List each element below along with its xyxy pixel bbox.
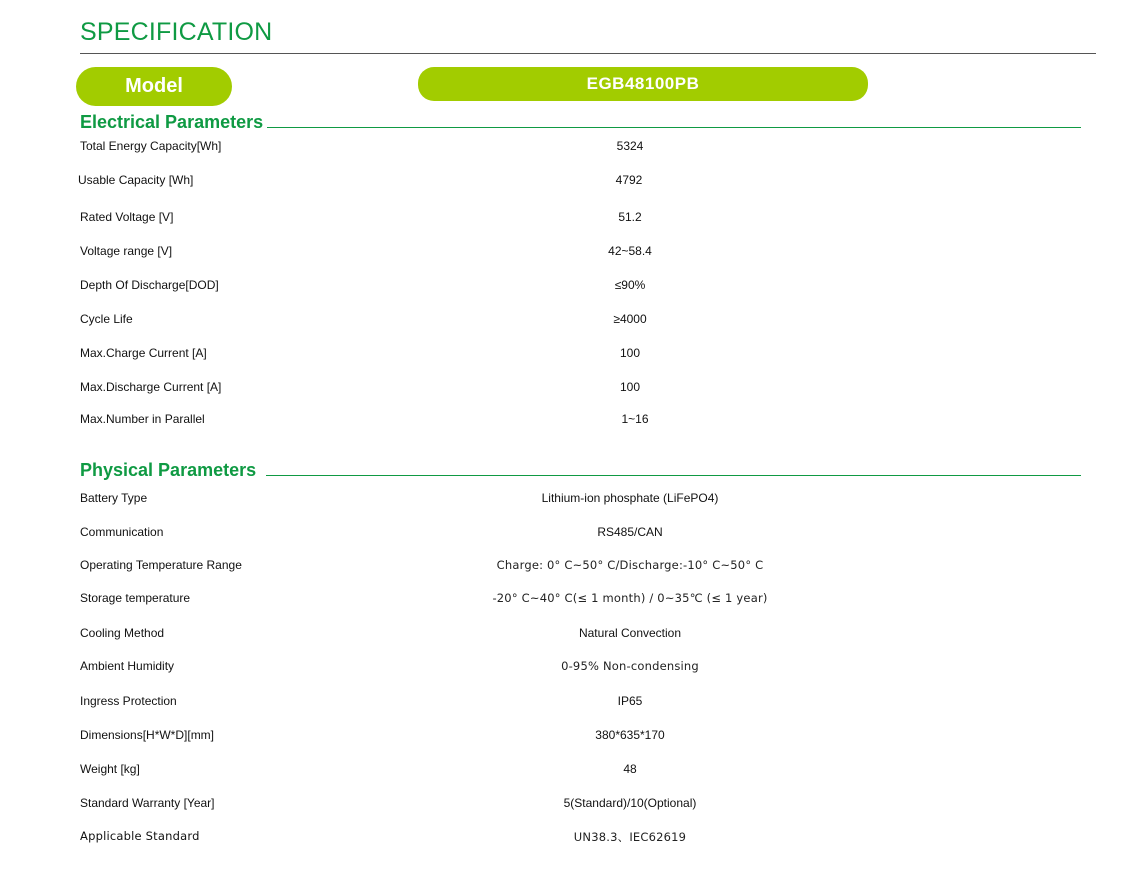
param-label: Usable Capacity [Wh] — [78, 173, 194, 187]
section-divider — [266, 475, 1081, 477]
physical-section-header — [80, 460, 1081, 481]
table-row — [80, 694, 1080, 714]
param-label: Max.Discharge Current [A] — [80, 380, 222, 394]
table-row — [80, 312, 1080, 332]
table-row — [80, 380, 1080, 400]
param-value: 51.2 — [618, 210, 642, 224]
table-row — [80, 244, 1080, 264]
table-row — [80, 139, 1080, 159]
param-label: Cycle Life — [80, 312, 133, 326]
param-label: Cooling Method — [80, 626, 165, 640]
electrical-section-header — [80, 112, 1081, 133]
param-label: Depth Of Discharge[DOD] — [80, 278, 219, 292]
electrical-section-title: Electrical Parameters — [80, 112, 264, 132]
param-value: -20° C~40° C(≤ 1 month) / 0~35℃ (≤ 1 year) — [492, 591, 768, 605]
param-label: Weight [kg] — [80, 762, 140, 776]
table-row — [80, 210, 1080, 230]
title-divider — [80, 53, 1096, 54]
param-label: Communication — [80, 525, 164, 539]
param-value: 100 — [619, 346, 641, 360]
param-value: 1~16 — [621, 412, 649, 426]
param-value: 100 — [619, 380, 641, 394]
param-label: Battery Type — [80, 491, 148, 505]
table-row — [80, 626, 1080, 646]
table-row — [80, 173, 1080, 193]
param-value: 5(Standard)/10(Optional) — [563, 796, 697, 810]
param-value: 0-95% Non-condensing — [561, 659, 699, 673]
param-value: 380*635*170 — [595, 728, 665, 742]
param-label: Storage temperature — [80, 591, 191, 605]
table-row — [80, 278, 1080, 298]
table-row — [80, 796, 1080, 816]
param-value: Charge: 0° C~50° C/Discharge:-10° C~50° C — [496, 558, 764, 572]
table-row — [80, 346, 1080, 366]
table-row — [80, 525, 1080, 545]
section-divider — [267, 127, 1081, 129]
physical-section-title: Physical Parameters — [80, 460, 257, 480]
table-row — [80, 829, 1080, 849]
param-value: 48 — [623, 762, 637, 776]
param-label: Ingress Protection — [80, 694, 177, 708]
param-value: IP65 — [617, 694, 643, 708]
param-label: Rated Voltage [V] — [80, 210, 174, 224]
table-row — [80, 659, 1080, 679]
table-row — [80, 728, 1080, 748]
param-label: Applicable Standard — [80, 829, 200, 843]
param-label: Standard Warranty [Year] — [80, 796, 215, 810]
param-label: Voltage range [V] — [80, 244, 173, 258]
model-label-pill — [76, 67, 232, 106]
param-value: 5324 — [616, 139, 644, 153]
param-value: ≤90% — [614, 278, 646, 292]
page-title: SPECIFICATION — [80, 18, 273, 46]
model-label: Model — [125, 75, 183, 97]
param-value: Natural Convection — [578, 626, 682, 640]
table-row — [80, 762, 1080, 782]
param-label: Max.Number in Parallel — [80, 412, 205, 426]
param-value: ≥4000 — [613, 312, 647, 326]
param-label: Ambient Humidity — [80, 659, 175, 673]
param-value: 4792 — [615, 173, 643, 187]
param-value: UN38.3、IEC62619 — [573, 830, 687, 844]
table-row — [80, 591, 1080, 611]
param-label: Total Energy Capacity[Wh] — [80, 139, 222, 153]
param-value: RS485/CAN — [597, 525, 663, 539]
table-row — [80, 558, 1080, 578]
model-value: EGB48100PB — [586, 74, 700, 93]
param-label: Max.Charge Current [A] — [80, 346, 207, 360]
param-label: Dimensions[H*W*D][mm] — [80, 728, 215, 742]
param-value: Lithium-ion phosphate (LiFePO4) — [541, 491, 719, 505]
table-row — [80, 491, 1080, 511]
param-label: Operating Temperature Range — [80, 558, 242, 572]
model-value-pill — [418, 67, 868, 101]
table-row — [80, 412, 1080, 432]
param-value: 42~58.4 — [608, 244, 652, 258]
